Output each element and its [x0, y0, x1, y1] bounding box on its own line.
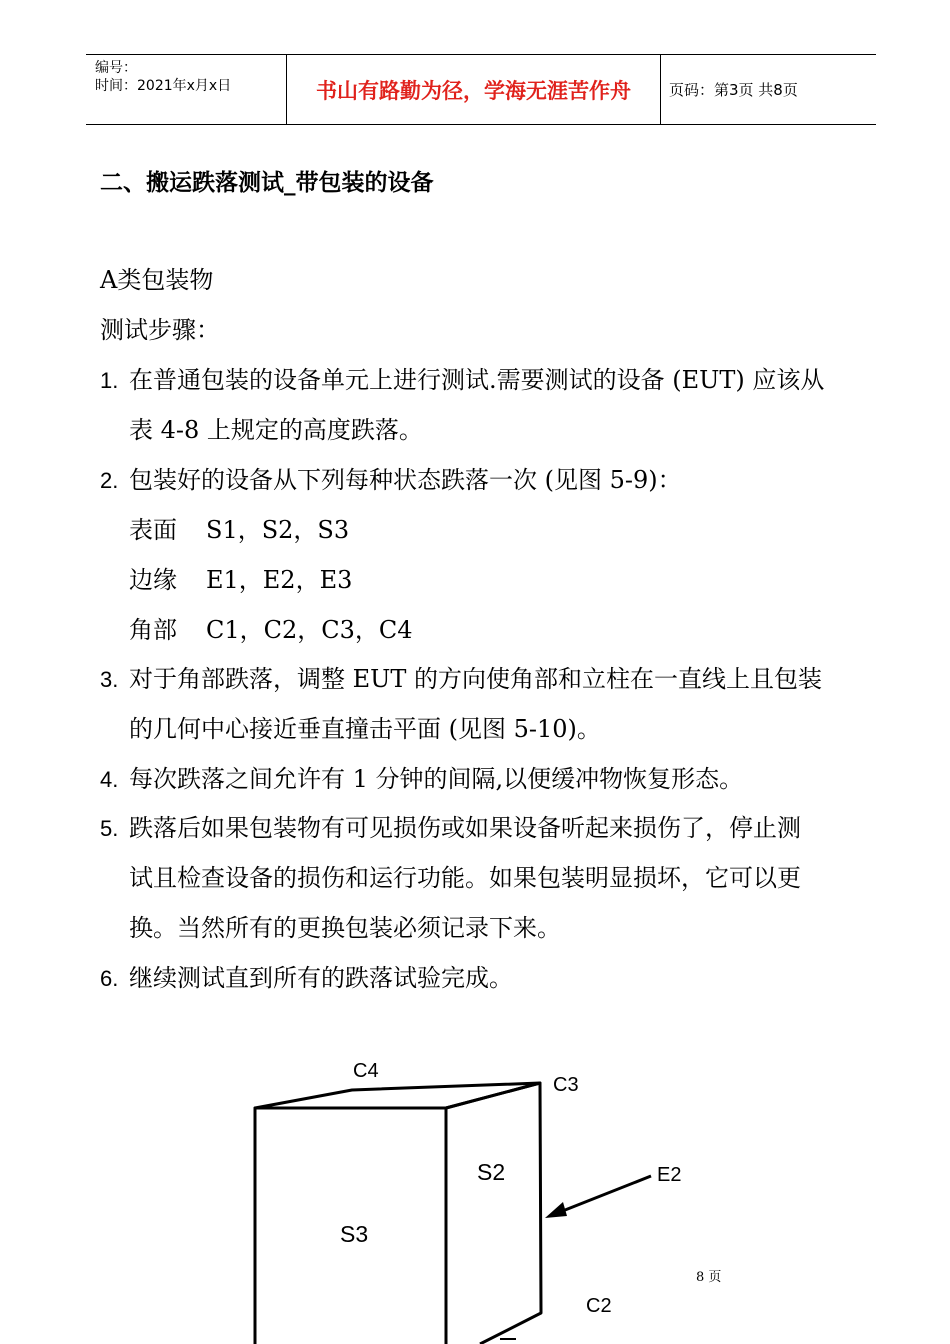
step-number: 3. — [100, 667, 119, 692]
state-name-edge: 边缘 — [129, 566, 177, 594]
state-items-surface: S1，S2，S3 — [206, 516, 350, 544]
state-name-surface: 表面 — [129, 516, 177, 544]
header-motto: 书山有路勤为径，学海无涯苦作舟 — [316, 79, 631, 103]
category-heading: A类包装物 — [100, 266, 214, 294]
step-number: 4. — [100, 767, 119, 792]
step-number: 5. — [100, 816, 119, 841]
state-name-corner: 角部 — [129, 616, 177, 644]
step-3-line-1: 对于角部跌落，调整 EUT 的方向使角部和立柱在一直线上且包装 — [129, 665, 823, 693]
box-side-face — [446, 1083, 541, 1344]
state-items-corner: C1，C2，C3，C4 — [206, 616, 413, 644]
step-1-line-2: 表 4-8 上规定的高度跌落。 — [129, 416, 423, 444]
step-5-line-1: 跌落后如果包装物有可见损伤或如果设备听起来损伤了，停止测 — [129, 814, 801, 842]
label-c3: C3 — [553, 1074, 579, 1096]
step-2-line-1: 包装好的设备从下列每种状态跌落一次 (见图 5-9)： — [129, 466, 682, 494]
step-4-line-1: 每次跌落之间允许有 1 分钟的间隔,以便缓冲物恢复形态。 — [129, 765, 744, 793]
section-title: 二、搬运跌落测试_带包装的设备 — [100, 170, 434, 196]
label-s2: S2 — [477, 1159, 506, 1185]
document-number-label: 编号： — [95, 60, 137, 76]
edge-arrow-line — [560, 1176, 651, 1212]
edge-arrow-head — [545, 1202, 567, 1218]
steps-label: 测试步骤： — [100, 316, 220, 344]
step-6-line-1: 继续测试直到所有的跌落试验完成。 — [129, 964, 513, 992]
step-number: 6. — [100, 966, 119, 991]
label-s3: S3 — [340, 1221, 369, 1247]
step-5-line-3: 换。当然所有的更换包装必须记录下来。 — [129, 914, 561, 942]
footer-page-number: 8 页 — [696, 1270, 722, 1285]
step-1-line-1: 在普通包装的设备单元上进行测试.需要测试的设备 (EUT) 应该从 — [129, 366, 825, 394]
state-items-edge: E1，E2，E3 — [206, 566, 353, 594]
document-time: 时间：2021年x月x日 — [95, 78, 232, 94]
label-e2: E2 — [657, 1164, 682, 1186]
step-5-line-2: 试且检查设备的损伤和运行功能。如果包装明显损坏，它可以更 — [129, 864, 801, 892]
header-page-info: 页码：第3页 共8页 — [669, 81, 798, 99]
step-number: 1. — [100, 368, 119, 393]
step-number: 2. — [100, 468, 119, 493]
label-c2: C2 — [586, 1295, 612, 1317]
step-3-line-2: 的几何中心接近垂直撞击平面 (见图 5-10)。 — [129, 715, 601, 743]
label-c4: C4 — [353, 1060, 379, 1082]
